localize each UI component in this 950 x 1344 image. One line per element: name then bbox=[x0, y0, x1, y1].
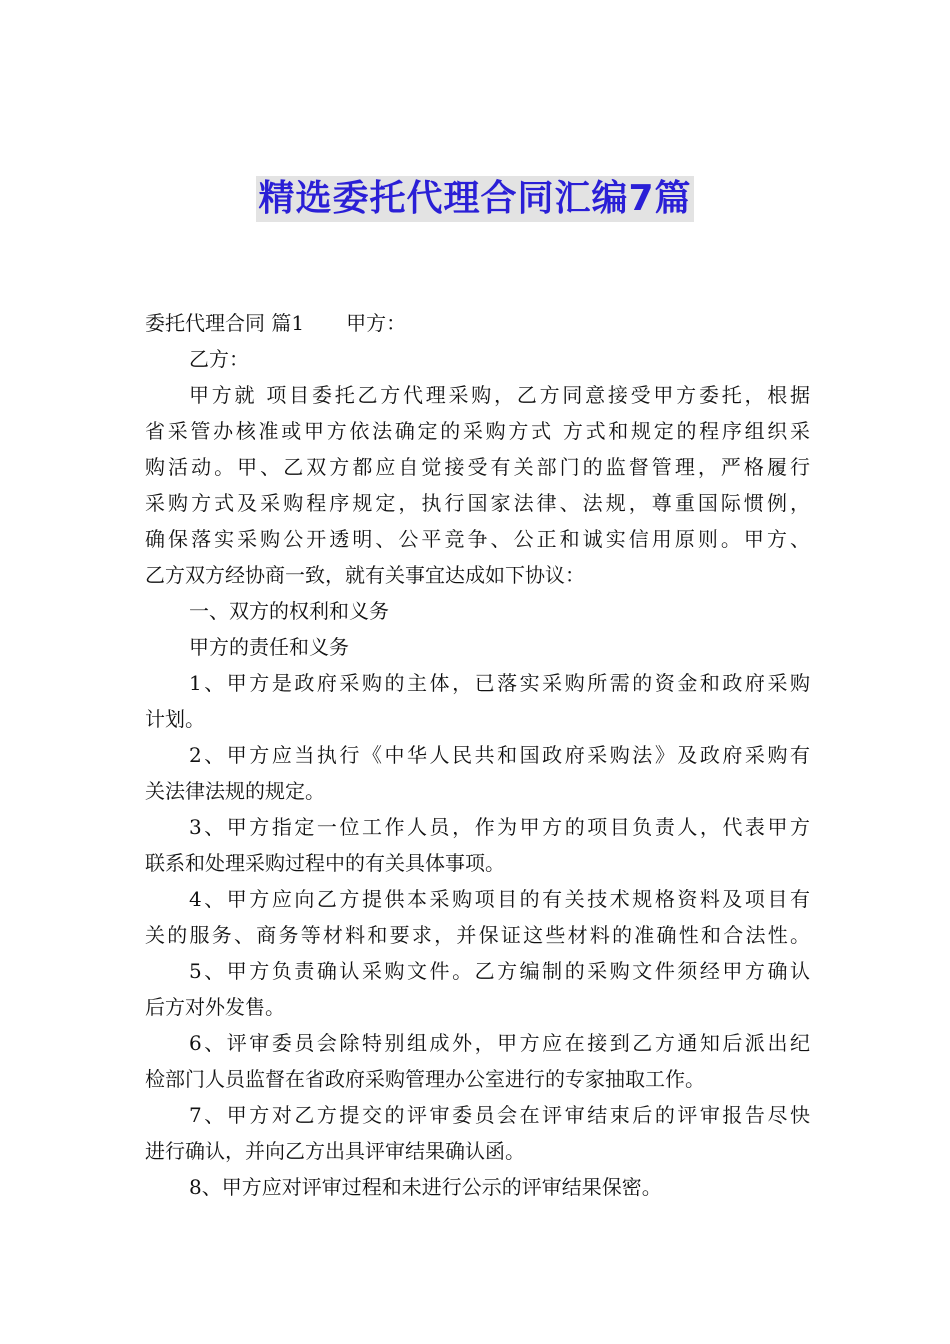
text-line: 计划。 bbox=[145, 707, 205, 731]
party-a-label: 甲方： bbox=[346, 311, 407, 335]
section-heading: 委托代理合同 篇1 bbox=[145, 311, 305, 335]
text-line: 乙方： bbox=[189, 347, 249, 371]
text-line: 关法律法规的规定。 bbox=[145, 779, 325, 803]
text-line: 检部门人员监督在省政府采购管理办公室进行的专家抽取工作。 bbox=[145, 1067, 705, 1091]
text-line: 8、甲方应对评审过程和未进行公示的评审结果保密。 bbox=[189, 1175, 662, 1199]
text-line: 联系和处理采购过程中的有关具体事项。 bbox=[145, 851, 505, 875]
document-body bbox=[145, 305, 810, 1205]
text-line: 2、甲方应当执行《中华人民共和国政府采购法》及政府采购有 bbox=[189, 743, 810, 767]
text-line: 甲方就 项目委托乙方代理采购，乙方同意接受甲方委托，根据 bbox=[189, 383, 810, 407]
text-line: 确保落实采购公开透明、公平竞争、公正和诚实信用原则。甲方、 bbox=[145, 527, 810, 551]
document-title: 精选委托代理合同汇编7篇 bbox=[256, 176, 693, 222]
text-line: 购活动。甲、乙双方都应自觉接受有关部门的监督管理，严格履行 bbox=[145, 455, 810, 479]
text-line: 1、甲方是政府采购的主体，已落实采购所需的资金和政府采购 bbox=[189, 671, 810, 695]
text-line: 6、评审委员会除特别组成外，甲方应在接到乙方通知后派出纪 bbox=[189, 1031, 810, 1055]
text-line: 5、甲方负责确认采购文件。乙方编制的采购文件须经甲方确认 bbox=[189, 959, 810, 983]
text-line: 进行确认，并向乙方出具评审结果确认函。 bbox=[145, 1139, 525, 1163]
text-line: 乙方双方经协商一致，就有关事宜达成如下协议： bbox=[145, 563, 585, 587]
text-line: 4、甲方应向乙方提供本采购项目的有关技术规格资料及项目有 bbox=[189, 887, 810, 911]
title-area bbox=[0, 176, 950, 222]
section-heading-line bbox=[145, 305, 810, 341]
text-line: 甲方的责任和义务 bbox=[189, 635, 349, 659]
text-line: 采购方式及采购程序规定，执行国家法律、法规，尊重国际惯例， bbox=[145, 491, 810, 515]
text-line: 7、甲方对乙方提交的评审委员会在评审结束后的评审报告尽快 bbox=[189, 1103, 810, 1127]
text-line: 后方对外发售。 bbox=[145, 995, 285, 1019]
text-line: 关的服务、商务等材料和要求，并保证这些材料的准确性和合法性。 bbox=[145, 923, 810, 947]
text-line: 一、双方的权利和义务 bbox=[189, 599, 389, 623]
text-line: 3、甲方指定一位工作人员，作为甲方的项目负责人，代表甲方 bbox=[189, 815, 810, 839]
text-line: 省采管办核准或甲方依法确定的采购方式 方式和规定的程序组织采 bbox=[145, 419, 810, 443]
